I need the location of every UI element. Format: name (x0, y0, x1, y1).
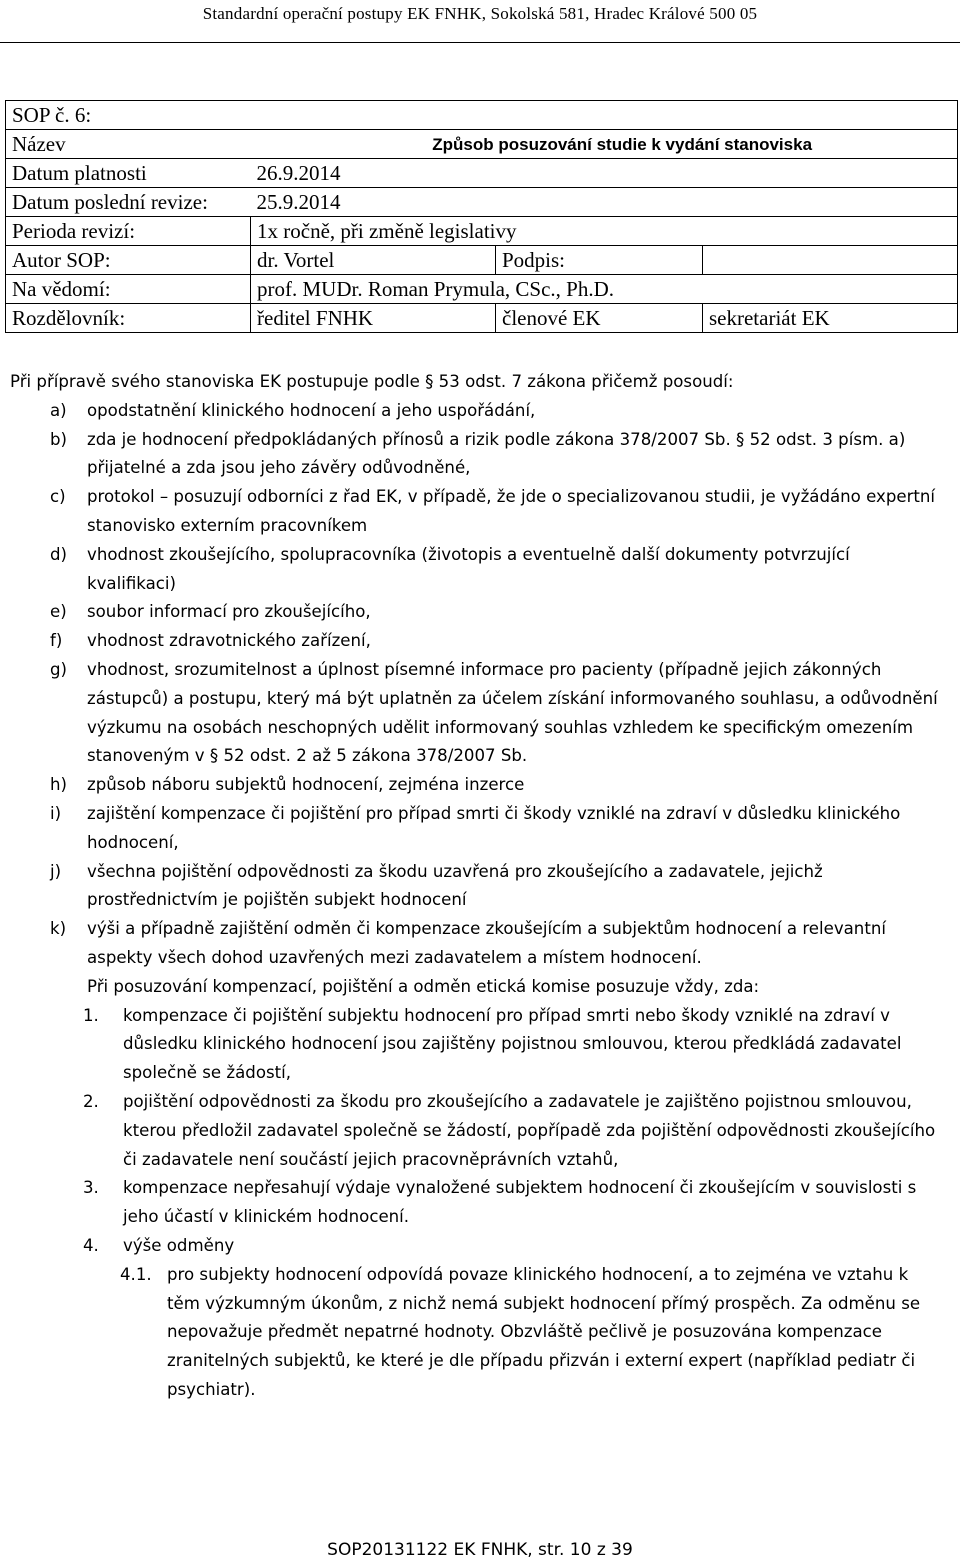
list-item (10, 858, 940, 916)
list-item-text: zajištění kompenzace či pojištění pro případ smrti či škody vzniklé na zdraví v důsledku klinického hodnocení, (87, 803, 901, 852)
compensation-list (10, 1002, 940, 1261)
list-marker: k) (50, 919, 67, 939)
list-item (10, 426, 940, 484)
list-item-text: kompenzace nepřesahují výdaje vynaložené subjektem hodnocení či zkoušejícím v souvislosti s jeho účastí v klinickém hodnocení. (123, 1178, 917, 1227)
list-item-text: pro subjekty hodnocení odpovídá povaze klinického hodnocení, a to zejména ve vztahu k těm výzkumným úkonům, z nichž nemá subjekt hodnocení přímý prospěch. Za odměnu se nepovažuje předmět nepatrné hodnoty. Obzvláště pečlivě je posuzována kompenzace zranitelných subjektů, ke které je dle případu přizván i externí expert (například pediatr či psychiatr). (167, 1264, 921, 1399)
list-marker: 4.1. (120, 1264, 152, 1284)
table-row-distribution (6, 304, 958, 333)
list-item-text: soubor informací pro zkoušejícího, (87, 602, 371, 622)
list-item-text: zda je hodnocení předpokládaných přínosů a rizik podle zákona 378/2007 Sb. § 52 odst. 3 písm. a) přijatelné a zda jsou jeho závěry odůvodněné, (87, 429, 906, 478)
list-item (10, 771, 940, 800)
revision-period-label: Perioda revizí: (6, 217, 251, 246)
list-item (10, 1002, 940, 1088)
list-item (10, 1088, 940, 1174)
list-marker: 3. (83, 1178, 99, 1198)
table-row-name (6, 130, 958, 159)
list-item-text: výši a případně zajištění odměn či kompenzace zkoušejícím a subjektům hodnocení a relevantní aspekty všech dohod uzavřených mezi zadavatelem a místem hodnocení. (87, 919, 886, 967)
list-marker: g) (50, 659, 68, 679)
list-marker: h) (50, 775, 67, 795)
distribution-value-members: členové EK (496, 304, 703, 333)
sop-number: SOP č. 6: (6, 101, 958, 130)
acknowledged-value: prof. MUDr. Roman Prymula, CSc., Ph.D. (251, 275, 958, 304)
list-item-text: způsob náboru subjektů hodnocení, zejména inzerce (87, 775, 525, 795)
list-marker: 2. (83, 1091, 99, 1111)
author-value: dr. Vortel (251, 246, 496, 275)
list-item (10, 483, 940, 541)
list-item-text: výše odměny (123, 1235, 235, 1255)
list-item-text: vhodnost, srozumitelnost a úplnost písemné informace pro pacienty (případně jejich zákonných zástupců) a postupu, který má být uplatněn za účelem získání informovaného souhlasu, a odůvodnění výzkumu na osobách neschopných udělit informovaný souhlas vzhledem ke specifickým omezením stanoveným v § 52 odst. 2 až 5 zákona 378/2007 Sb. (87, 659, 938, 766)
page-footer: SOP20131122 EK FNHK, str. 10 z 39 (327, 1540, 633, 1560)
list-item (10, 915, 940, 973)
list-item-text: všechna pojištění odpovědnosti za škodu uzavřená pro zkoušejícího a zadavatele, jejichž prostřednictvím je pojištěn subjekt hodnocení (87, 861, 823, 910)
list-item-text: opodstatnění klinického hodnocení a jeho uspořádání, (87, 400, 536, 420)
list-marker: 1. (83, 1005, 99, 1025)
valid-from-value: 26.9.2014 (251, 159, 958, 188)
list-item (10, 1261, 940, 1405)
list-marker: 4. (83, 1235, 99, 1255)
acknowledged-label: Na vědomí: (6, 275, 251, 304)
distribution-value-director: ředitel FNHK (251, 304, 496, 333)
signature-value (703, 246, 958, 275)
distribution-label: Rozdělovník: (6, 304, 251, 333)
list-item-text: vhodnost zkoušejícího, spolupracovníka (životopis a eventuelně další dokumenty potvrzující kvalifikaci) (87, 544, 850, 593)
distribution-value-secretariat: sekretariát EK (703, 304, 958, 333)
table-row-author (6, 246, 958, 275)
list-item (10, 397, 940, 426)
list-item (10, 541, 940, 599)
table-row-last-revision (6, 188, 958, 217)
list-marker: d) (50, 544, 68, 564)
assessment-list (10, 397, 940, 973)
list-marker: c) (50, 487, 66, 507)
compensation-intro: Při posuzování kompenzací, pojištění a odměn etická komise posuzuje vždy, zda: (87, 976, 760, 996)
list-item (10, 656, 940, 771)
intro-paragraph: Při přípravě svého stanoviska EK postupuje podle § 53 odst. 7 zákona přičemž posoudí: (10, 372, 734, 391)
list-item (10, 598, 940, 627)
list-item (10, 1174, 940, 1232)
name-label: Název (6, 130, 251, 159)
last-revision-value: 25.9.2014 (251, 188, 958, 217)
table-row-valid-from (6, 159, 958, 188)
list-item-text: vhodnost zdravotnického zařízení, (87, 631, 371, 651)
list-marker: i) (50, 803, 62, 823)
table-row-acknowledged (6, 275, 958, 304)
list-item (10, 1232, 940, 1261)
list-marker: a) (50, 400, 67, 420)
table-row-revision-period (6, 217, 958, 246)
signature-label: Podpis: (496, 246, 703, 275)
sop-body (10, 368, 940, 1405)
reward-list (10, 1261, 940, 1405)
table-row-sop-number (6, 101, 958, 130)
sop-title: Způsob posuzování studie k vydání stanoviska (251, 130, 958, 159)
list-marker: b) (50, 429, 68, 449)
revision-period-value: 1x ročně, při změně legislativy (251, 217, 958, 246)
list-item-text: protokol – posuzují odborníci z řad EK, v případě, že jde o specializovanou studii, je vyžádáno expertní stanovisko externím pracovníkem (87, 487, 936, 535)
author-label: Autor SOP: (6, 246, 251, 275)
list-item (10, 800, 940, 858)
list-item (10, 627, 940, 656)
list-marker: e) (50, 602, 67, 622)
valid-from-label: Datum platnosti (6, 159, 251, 188)
list-item-text: pojištění odpovědnosti za škodu pro zkoušejícího a zadavatele je zajištěno pojistnou smlouvou, kterou předložil zadavatel společně se žádostí, popřípadě zda pojištění odpovědnosti zkoušejícího či zadavatele není součástí jejich pracovněprávních vztahů, (123, 1091, 936, 1169)
sop-info-table (5, 100, 958, 333)
list-marker: f) (50, 631, 63, 651)
last-revision-label: Datum poslední revize: (6, 188, 251, 217)
page-header: Standardní operační postupy EK FNHK, Sokolská 581, Hradec Králové 500 05 (202, 4, 758, 23)
list-marker: j) (50, 861, 62, 881)
header-divider (0, 42, 960, 43)
list-item-text: kompenzace či pojištění subjektu hodnocení pro případ smrti nebo škody vzniklé na zdraví v důsledku klinického hodnocení jsou zajištěny pojistnou smlouvou, kterou předkládá zadavatel společně se žádostí, (123, 1005, 902, 1083)
